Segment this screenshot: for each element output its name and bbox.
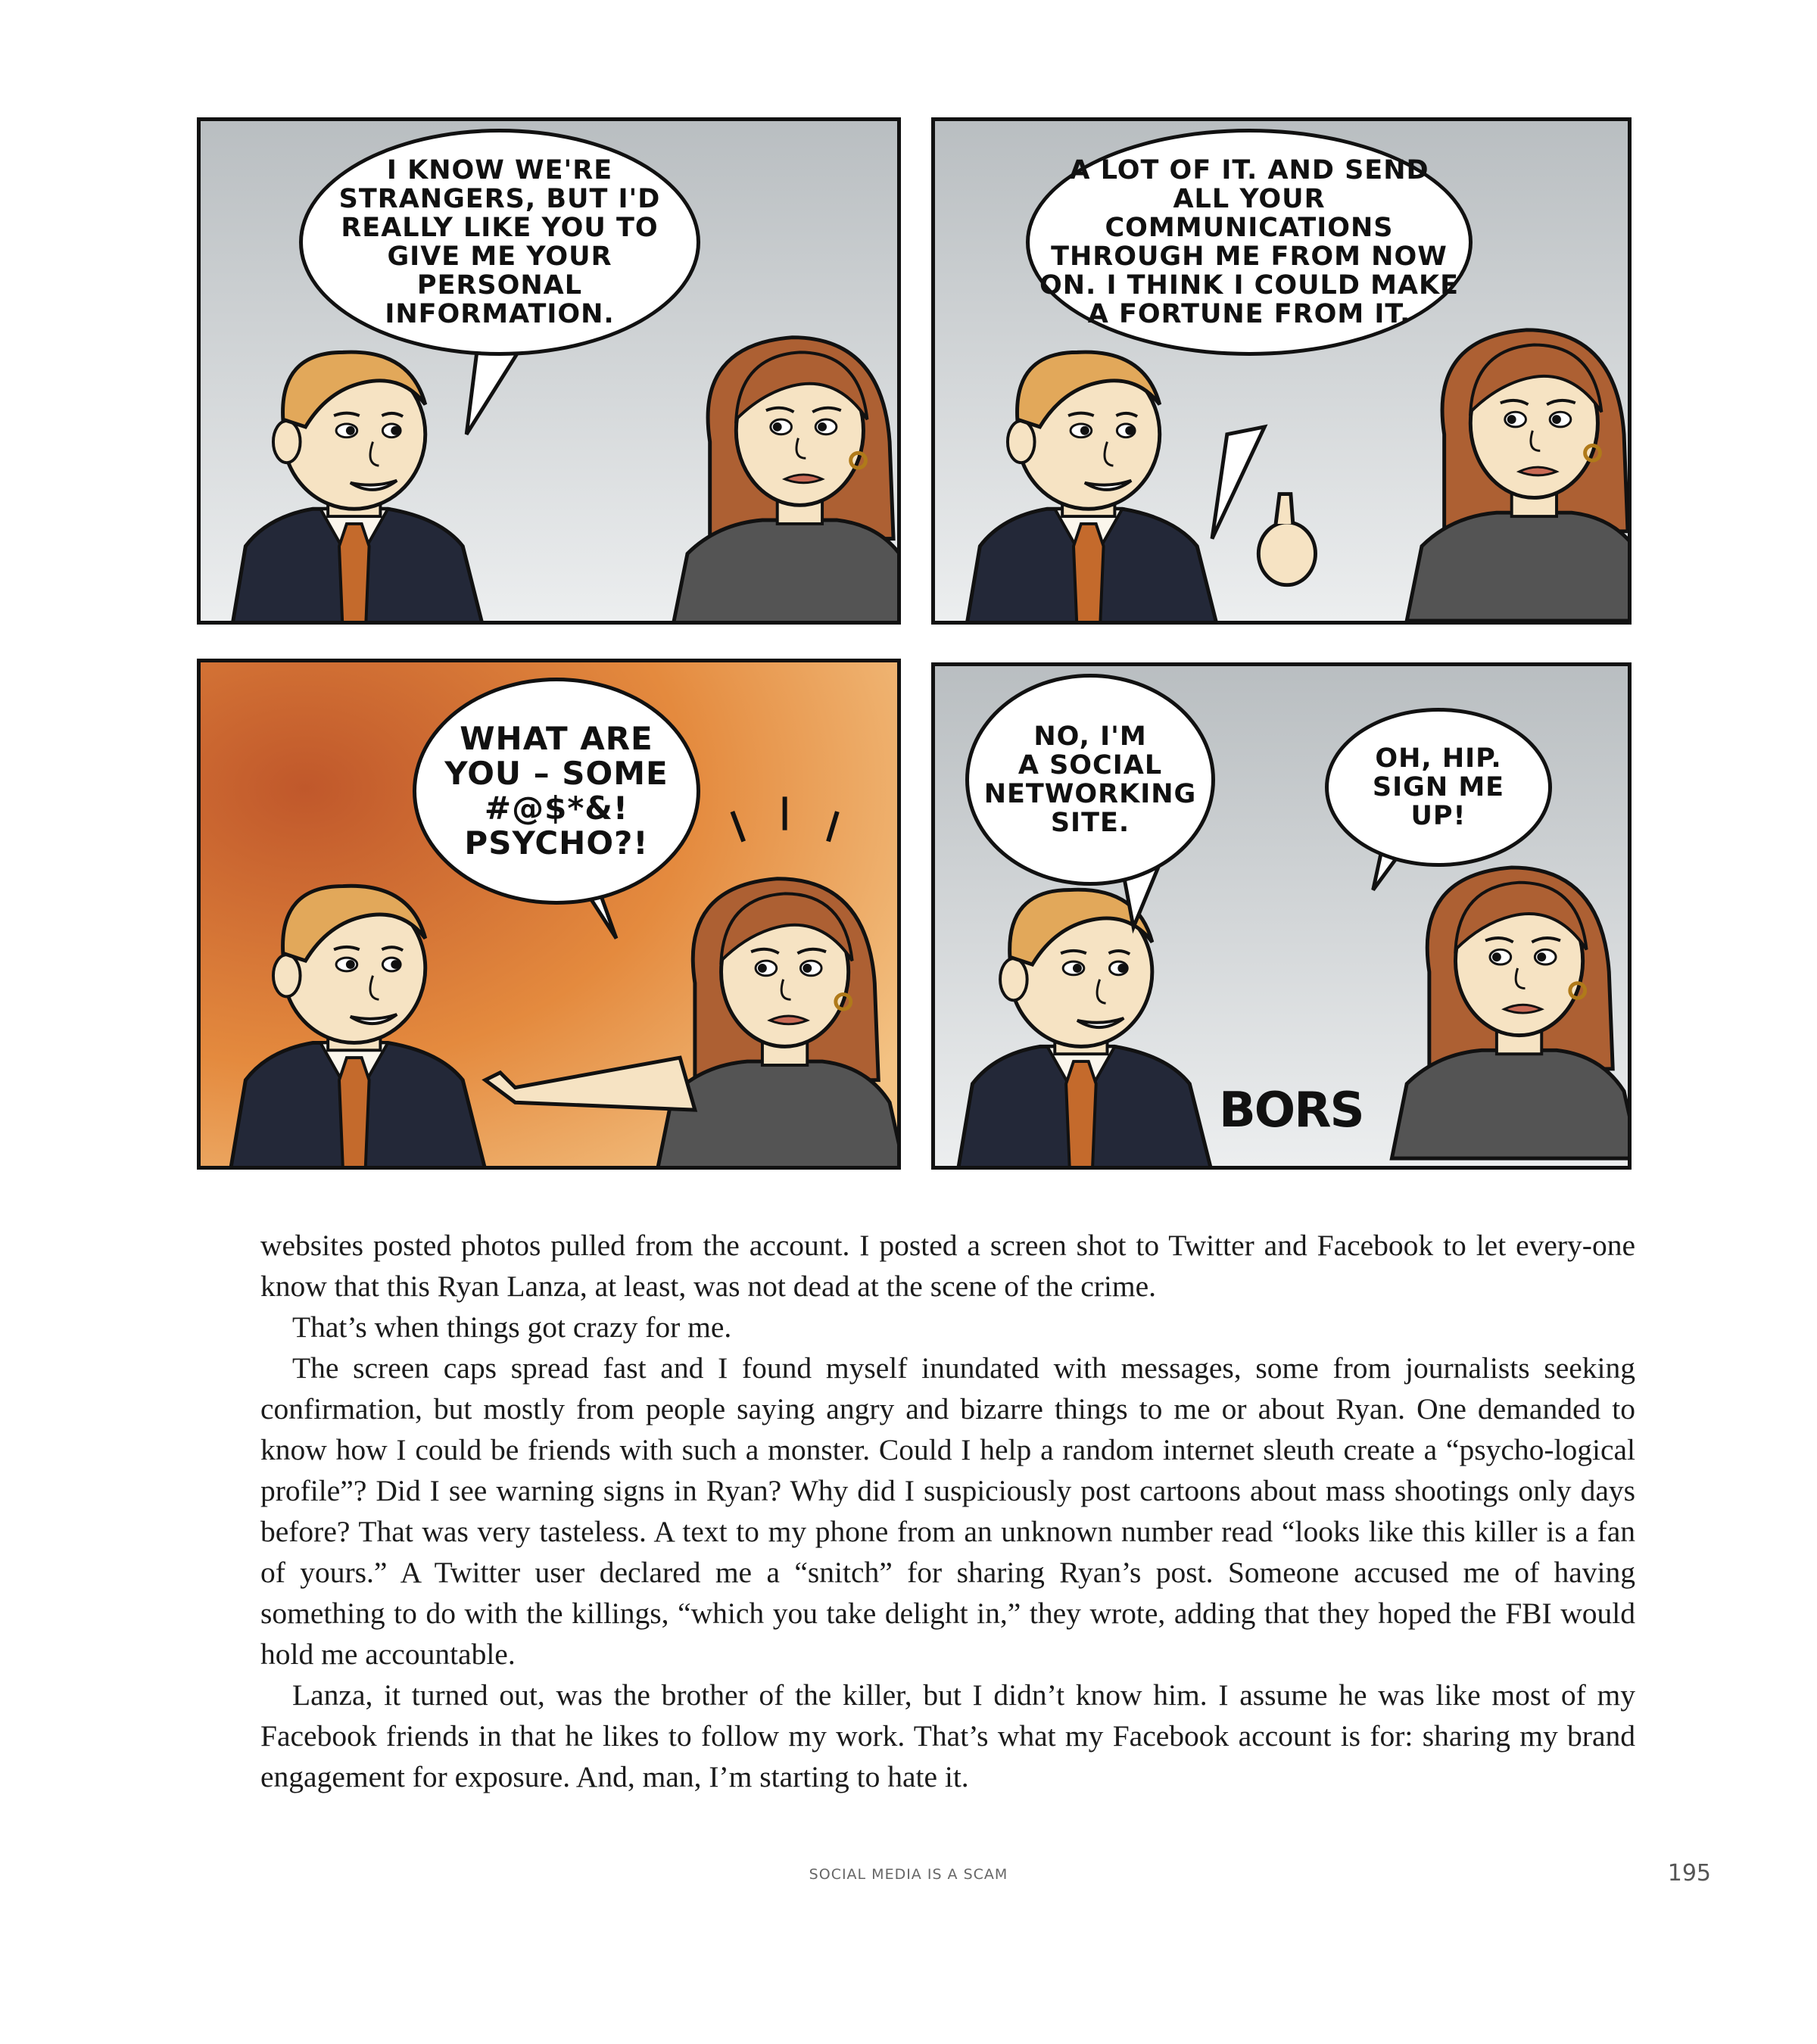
speech-bubble: I KNOW WE'RE STRANGERS, BUT I'D REALLY LIKE YOU TO GIVE ME YOUR PERSONAL INFORMATION. xyxy=(299,129,700,356)
paragraph: websites posted photos pulled from the account. I posted a screen shot to Twitter and Facebook to let every-one know that this Ryan Lanza, at least, was not dead at the scene of the crime. xyxy=(260,1229,1635,1303)
speech-bubble: WHAT ARE YOU – SOME #@$*&! PSYCHO?! xyxy=(413,678,700,905)
paragraph: That’s when things got crazy for me. xyxy=(292,1310,732,1344)
speech-bubble: OH, HIP. SIGN ME UP! xyxy=(1325,708,1552,867)
comic-panel-2 xyxy=(931,117,1632,625)
paragraph: Lanza, it turned out, was the brother of the killer, but I didn’t know him. I assume he was like most of my Facebook friends in that he likes to follow my work. That’s what my Facebook account is for: sharing my brand engagement for exposure. And, man, I’m starting to hate it. xyxy=(260,1678,1635,1793)
comic-panel-3 xyxy=(197,659,901,1170)
speech-bubble: A LOT OF IT. AND SEND ALL YOUR COMMUNICATIONS THROUGH ME FROM NOW ON. I THINK I COULD MAKE A FORTUNE FROM IT. xyxy=(1026,129,1473,356)
speech-bubble: NO, I'M A SOCIAL NETWORKING SITE. xyxy=(965,674,1215,886)
body-text xyxy=(260,1225,1635,1797)
running-title: SOCIAL MEDIA IS A SCAM xyxy=(809,1866,1008,1883)
artist-signature: BORS xyxy=(1219,1083,1364,1139)
comic-panel-4 xyxy=(931,662,1632,1170)
paragraph: The screen caps spread fast and I found myself inundated with messages, some from journalists seeking confirmation, but mostly from people saying angry and bizarre things to me or about Ryan. One demanded to know how I could be friends with such a monster. Could I help a random internet sleuth create a “psycho-logical profile”? Did I see warning signs in Ryan? Why did I suspiciously post cartoons about mass shootings only days before? That was very tasteless. A text to my phone from an unknown number read “looks like this killer is a fan of yours.” A Twitter user declared me a “snitch” for sharing Ryan’s post. Someone accused me of having something to do with the killings, “which you take delight in,” they wrote, adding that they hoped the FBI would hold me accountable. xyxy=(260,1351,1635,1671)
page-number: 195 xyxy=(1667,1860,1711,1887)
thumbs-up-icon xyxy=(1258,522,1315,585)
comic-panel-1 xyxy=(197,117,901,625)
